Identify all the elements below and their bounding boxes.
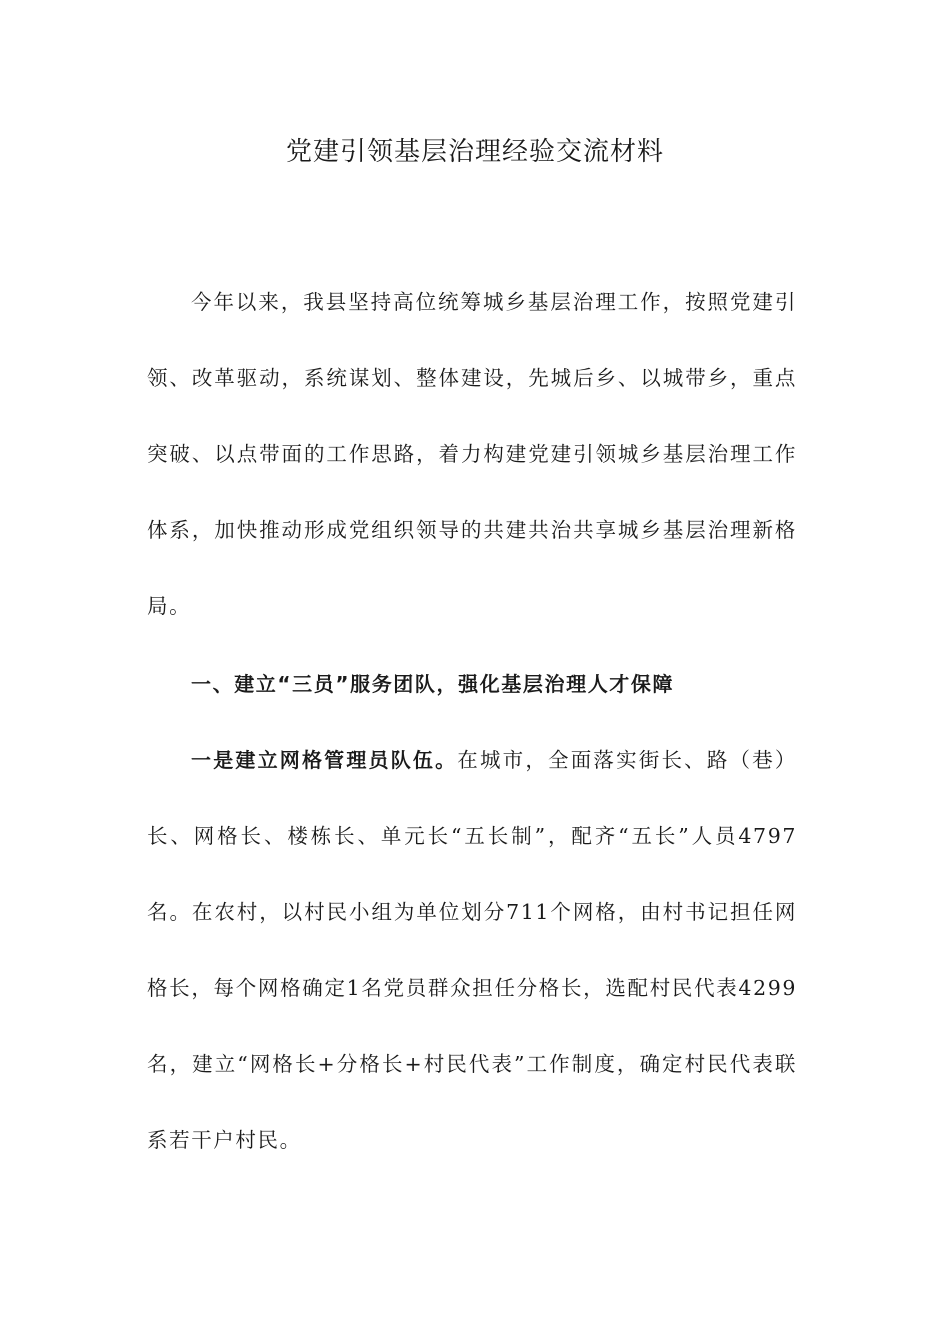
item-paragraph bbox=[147, 722, 797, 1178]
item-body-text: 在城市，全面落实街长、路（巷）长、网格长、楼栋长、单元长“五长制”，配齐“五长”人员4797名。在农村，以村民小组为单位划分711个网格，由村书记担任网格长，每个网格确定1名党员群众担任分格长，选配村民代表4299名，建立“网格长+分格长+村民代表”工作制度，确定村民代表联系若干户村民。 bbox=[147, 748, 798, 1152]
item-lead-text: 一是建立网格管理员队伍。 bbox=[191, 748, 458, 772]
section-heading: 一、建立“三员”服务团队，强化基层治理人才保障 bbox=[191, 672, 675, 696]
document-title: 党建引领基层治理经验交流材料 bbox=[285, 137, 664, 167]
intro-paragraph: 今年以来，我县坚持高位统筹城乡基层治理工作，按照党建引领、改革驱动，系统谋划、整体建设，先城后乡、以城带乡，重点突破、以点带面的工作思路，着力构建党建引领城乡基层治理工作体系，加快推动形成党组织领导的共建共治共享城乡基层治理新格局。 bbox=[147, 290, 797, 618]
